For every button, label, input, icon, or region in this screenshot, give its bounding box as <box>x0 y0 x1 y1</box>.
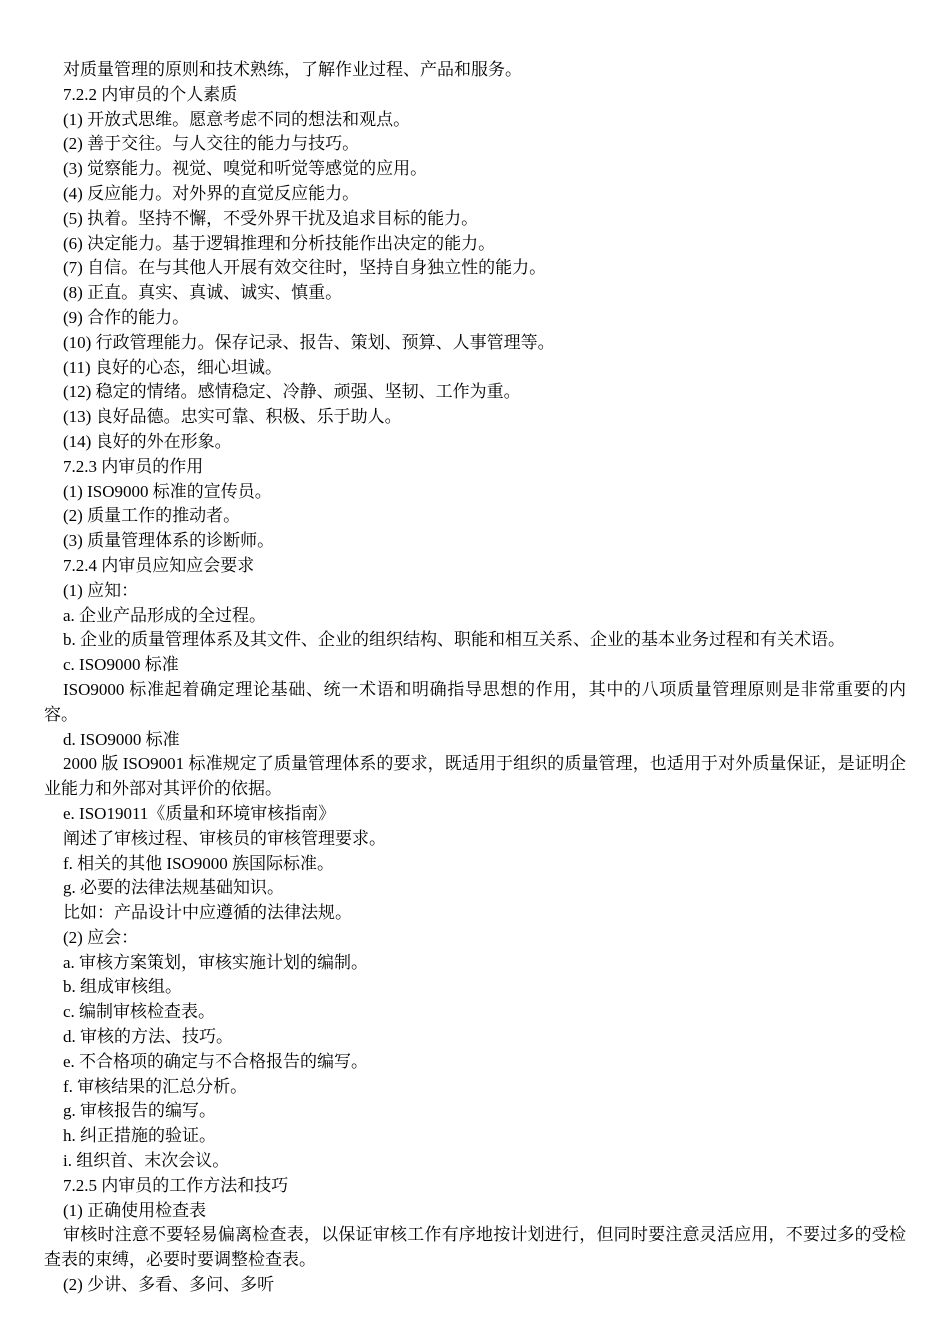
paragraph: 比如：产品设计中应遵循的法律法规。 <box>63 903 352 923</box>
list-item: (1) 开放式思维。愿意考虑不同的想法和观点。 <box>63 109 411 129</box>
list-item: b. 企业的质量管理体系及其文件、企业的组织结构、职能和相互关系、企业的基本业务过程和有关术语。 <box>63 630 845 650</box>
section-heading-7-2-5: 7.2.5 内审员的工作方法和技巧 <box>63 1175 289 1195</box>
list-item: (4) 反应能力。对外界的直觉反应能力。 <box>63 183 360 203</box>
list-item: (3) 觉察能力。视觉、嗅觉和听觉等感觉的应用。 <box>63 159 428 179</box>
sub-heading: (2) 少讲、多看、多问、多听 <box>63 1275 275 1295</box>
list-item: b. 组成审核组。 <box>63 977 182 997</box>
list-item: (6) 决定能力。基于逻辑推理和分析技能作出决定的能力。 <box>63 233 496 253</box>
list-item: (13) 良好品德。忠实可靠、积极、乐于助人。 <box>63 407 402 427</box>
sub-heading: (1) 正确使用检查表 <box>63 1200 207 1220</box>
section-heading-7-2-3: 7.2.3 内审员的作用 <box>63 456 204 476</box>
paragraph: 阐述了审核过程、审核员的审核管理要求。 <box>63 828 386 848</box>
list-item: (8) 正直。真实、真诚、诚实、慎重。 <box>63 283 343 303</box>
list-item: f. 相关的其他 ISO9000 族国际标准。 <box>63 853 335 873</box>
list-item: e. ISO19011《质量和环境审核指南》 <box>63 803 336 823</box>
list-item: d. ISO9000 标准 <box>63 729 180 749</box>
list-item: c. 编制审核检查表。 <box>63 1002 216 1022</box>
list-item: (12) 稳定的情绪。感情稳定、冷静、顽强、坚韧、工作为重。 <box>63 382 521 402</box>
list-item: (2) 善于交往。与人交往的能力与技巧。 <box>63 134 360 154</box>
list-item: (9) 合作的能力。 <box>63 307 190 327</box>
sub-heading: (1) 应知： <box>63 580 139 600</box>
list-item: (11) 良好的心态，细心坦诚。 <box>63 357 282 377</box>
list-item: (5) 执着。坚持不懈，不受外界干扰及追求目标的能力。 <box>63 208 479 228</box>
list-item: c. ISO9000 标准 <box>63 655 179 675</box>
list-item: h. 纠正措施的验证。 <box>63 1126 216 1146</box>
paragraph: 对质量管理的原则和技术熟练，了解作业过程、产品和服务。 <box>63 60 522 79</box>
list-item: (10) 行政管理能力。保存记录、报告、策划、预算、人事管理等。 <box>63 332 555 352</box>
paragraph: 审核时注意不要轻易偏离检查表，以保证审核工作有序地按计划进行，但同时要注意灵活应用，不要过多的受检查表的束缚，必要时要调整检查表。 <box>44 1225 906 1270</box>
list-item: a. 审核方案策划，审核实施计划的编制。 <box>63 952 369 972</box>
list-item: g. 审核报告的编写。 <box>63 1101 216 1121</box>
list-item: (14) 良好的外在形象。 <box>63 431 232 451</box>
section-heading-7-2-2: 7.2.2 内审员的个人素质 <box>63 84 238 104</box>
document-body <box>44 58 906 1298</box>
paragraph: 2000 版 ISO9001 标准规定了质量管理体系的要求，既适用于组织的质量管理，也适用于对外质量保证，是证明企业能力和外部对其评价的依据。 <box>44 754 906 799</box>
list-item: a. 企业产品形成的全过程。 <box>63 605 267 625</box>
list-item: e. 不合格项的确定与不合格报告的编写。 <box>63 1051 369 1071</box>
list-item: (3) 质量管理体系的诊断师。 <box>63 531 275 551</box>
list-item: d. 审核的方法、技巧。 <box>63 1027 233 1047</box>
list-item: g. 必要的法律法规基础知识。 <box>63 878 284 898</box>
paragraph: ISO9000 标准起着确定理论基础、统一术语和明确指导思想的作用，其中的八项质量管理原则是非常重要的内容。 <box>44 679 906 724</box>
list-item: (1) ISO9000 标准的宣传员。 <box>63 481 272 501</box>
section-heading-7-2-4: 7.2.4 内审员应知应会要求 <box>63 555 255 575</box>
list-item: i. 组织首、末次会议。 <box>63 1151 230 1171</box>
list-item: (7) 自信。在与其他人开展有效交往时，坚持自身独立性的能力。 <box>63 258 547 278</box>
sub-heading: (2) 应会： <box>63 927 139 947</box>
list-item: f. 审核结果的汇总分析。 <box>63 1076 248 1096</box>
list-item: (2) 质量工作的推动者。 <box>63 506 241 526</box>
